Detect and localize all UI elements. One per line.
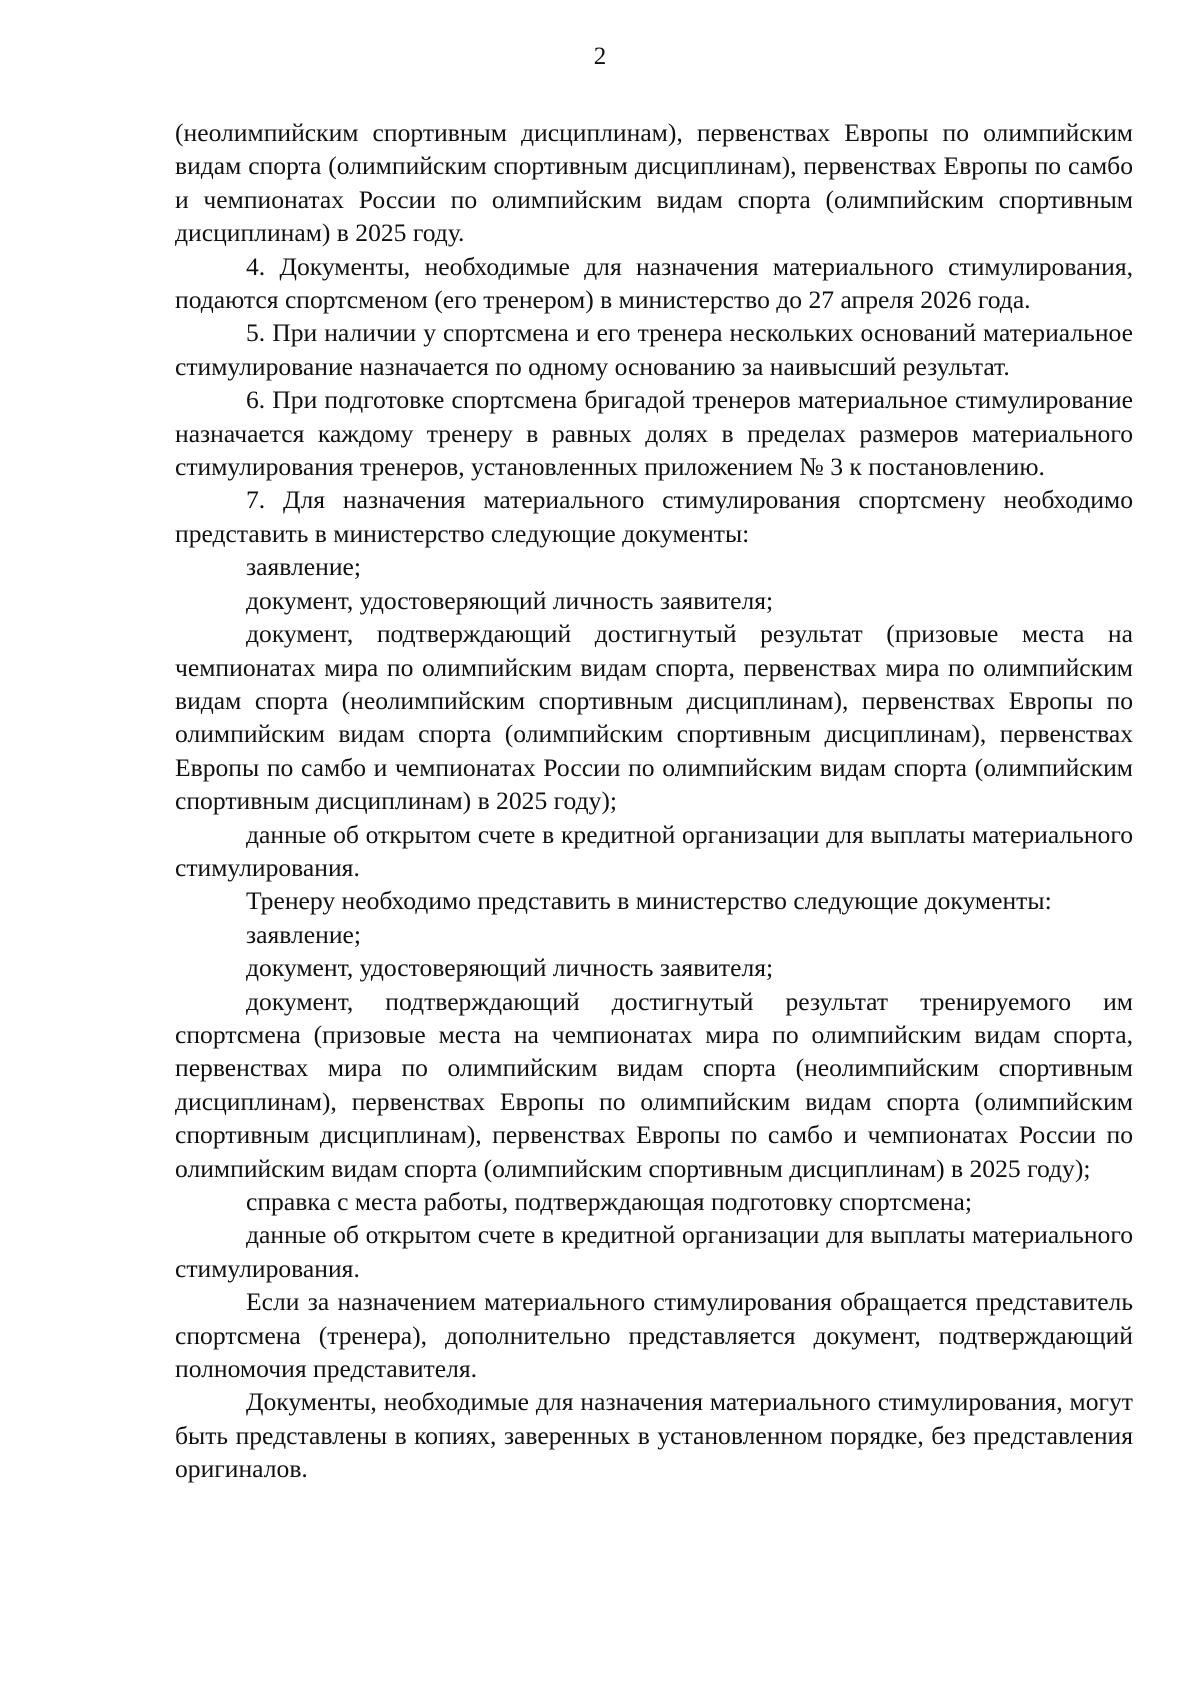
coach-doc-bank-account: данные об открытом счете в кредитной организации для выплаты материального стимулирования. xyxy=(175,1220,1133,1283)
paragraph-item-6: 6. При подготовке спортсмена бригадой тренеров материальное стимулирование назначается каждому тренеру в равных долях в пределах размеров материального стимулирования тренеров, установленных приложением № 3 к постановлению. xyxy=(175,385,1133,482)
paragraph-item-4: 4. Документы, необходимые для назначения материального стимулирования, подаются спортсменом (его тренером) в министерство до 27 апреля 2026 года. xyxy=(175,251,1133,315)
athlete-doc-result: документ, подтверждающий достигнутый результат (призовые места на чемпионатах мира по олимпийским видам спорта, первенствах мира по олимпийским видам спорта (неолимпийским спортивным дисциплинам), первенствах Европы по олимпийским видам спорта (олимпийским спортивным дисциплинам), первенствах Европы по самбо и чемпионатах России по олимпийским видам спорта (олимпийским спортивным дисциплинам) в 2025 году); xyxy=(175,619,1133,816)
athlete-doc-application: заявление; xyxy=(246,552,361,582)
coach-doc-application: заявление; xyxy=(246,919,361,949)
document-body xyxy=(175,116,1133,1486)
coach-doc-identity: документ, удостоверяющий личность заявителя; xyxy=(246,953,774,983)
page-number: 2 xyxy=(593,43,607,70)
athlete-doc-bank-account: данные об открытом счете в кредитной организации для выплаты материального стимулирования. xyxy=(175,819,1133,882)
paragraph-representative: Если за назначением материального стимулирования обращается представитель спортсмена (тренера), дополнительно представляется документ, подтверждающий полномочия представителя. xyxy=(175,1287,1133,1384)
coach-docs-intro: Тренеру необходимо представить в министерство следующие документы: xyxy=(246,886,1052,916)
paragraph-item-7: 7. Для назначения материального стимулирования спортсмену необходимо представить в министерство следующие документы: xyxy=(175,485,1133,548)
coach-doc-employment-certificate: справка с места работы, подтверждающая подготовку спортсмена; xyxy=(246,1187,972,1216)
athlete-doc-identity: документ, удостоверяющий личность заявителя; xyxy=(246,585,774,615)
paragraph-copies: Документы, необходимые для назначения материального стимулирования, могут быть представлены в копиях, заверенных в установленном порядке, без представления оригиналов. xyxy=(175,1387,1133,1484)
coach-doc-result: документ, подтверждающий достигнутый результат тренируемого им спортсмена (призовые места на чемпионатах мира по олимпийским видам спорта, первенствах мира по олимпийским видам спорта (неолимпийским спортивным дисциплинам), первенствах Европы по олимпийским видам спорта (олимпийским спортивным дисциплинам), первенствах Европы по самбо и чемпионатах России по олимпийским видам спорта (олимпийским спортивным дисциплинам) в 2025 году); xyxy=(175,986,1133,1183)
paragraph-item-5: 5. При наличии у спортсмена и его тренера нескольких оснований материальное стимулирование назначается по одному основанию за наивысший результат. xyxy=(175,318,1133,381)
paragraph-continuation: (неолимпийским спортивным дисциплинам), первенствах Европы по олимпийским видам спорта (олимпийским спортивным дисциплинам), первенствах Европы по самбо и чемпионатах России по олимпийским видам спорта (олимпийским спортивным дисциплинам) в 2025 году. xyxy=(175,118,1133,248)
